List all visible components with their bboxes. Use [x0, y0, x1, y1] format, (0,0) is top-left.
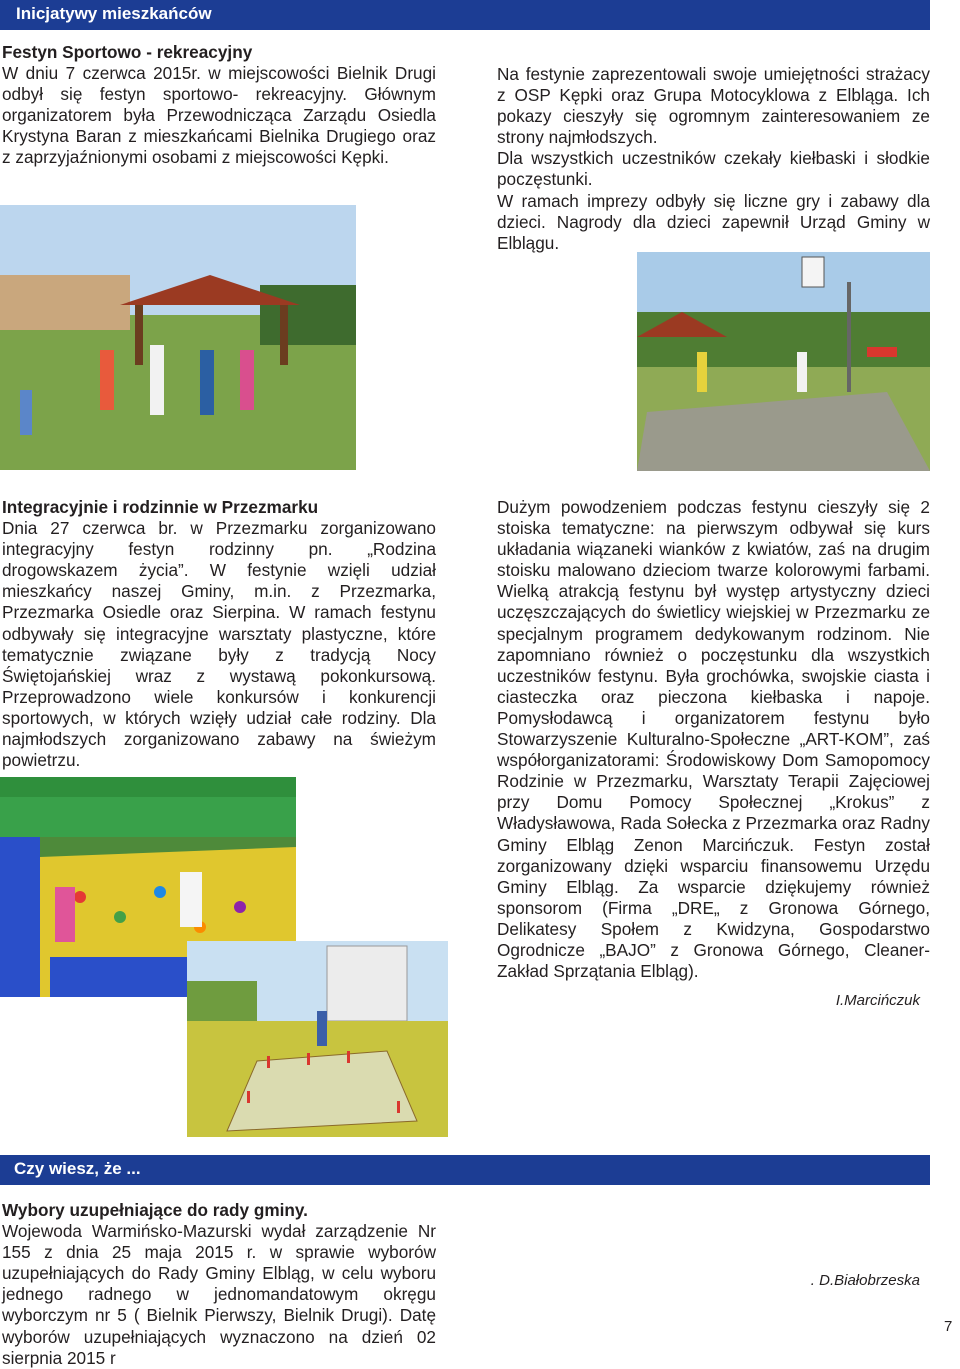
article1-right-column [497, 64, 930, 254]
section2-title: Czy wiesz, że ... [14, 1159, 141, 1178]
article2-left-column [2, 497, 436, 771]
article3-paragraph-1: Wojewoda Warmińsko-Mazurski wydał zarządzenie Nr 155 z dnia 25 maja 2015 r. w sprawie wyborów uzupełniających do Rady Gminy Elbląg, w celu wyboru jednego radnego w jednomandatowym okręgu wyborczym nr 5 ( Bielnik Pierwszy, Bielnik Drugi). Datę wyborów uzupełniających wyznaczono na dzień 02 sierpnia 2015 r [2, 1221, 436, 1368]
article2-signature: I.Marcińczuk [835, 992, 920, 1010]
article3-title: Wybory uzupełniające do rady gminy. [2, 1200, 308, 1220]
article1-title: Festyn Sportowo - rekreacyjny [2, 42, 253, 62]
section2-header-bar [0, 1155, 930, 1185]
article3-right-column [497, 1270, 930, 1291]
page-number: 7 [944, 1318, 953, 1335]
section-header-bar [0, 0, 930, 30]
article1-paragraph-1: W dniu 7 czerwca 2015r. w miejscowości Bielnik Drugi odbył się festyn sportowo- rekreacyjny. Głównym organizatorem była Przewodnicząca Zarządu Osiedla Krystyna Baran z mieszkańcami Bielnika Drugiego oraz z zaprzyjaźnionymi osobami z miejscowości Kępki. [2, 63, 436, 168]
article2-title: Integracyjnie i rodzinnie w Przezmarku [2, 497, 319, 517]
article1-paragraph-3: Dla wszystkich uczestników czekały kiełbaski i słodkie poczęstunki. [497, 148, 930, 190]
article1-paragraph-2: Na festynie zaprezentowali swoje umiejętności strażacy z OSP Kępki oraz Grupa Motocyklowa z Elbląga. Ich pokazy cieszyły się ogromnym zainteresowaniem ze strony najmłodszych. [497, 64, 930, 148]
photo-game-field [187, 941, 448, 1137]
article3-signature: . D.Białobrzeska [810, 1272, 920, 1289]
article1-paragraph-4: W ramach imprezy odbyły się liczne gry i zabawy dla dzieci. Nagrody dla dzieci zapewnił Urząd Gminy w Elblągu. [497, 190, 930, 253]
photo-festival-gazebo [0, 205, 356, 470]
article2-paragraph-1: Dnia 27 czerwca br. w Przezmarku zorganizowano integracyjny festyn rodzinny pn. „Rodzina drogowskazem życia”. W festynie wzięli udział mieszkańcy naszej Gminy, m.in. z Przezmarka, Przezmarka Osiedle oraz Sierpina. W ramach festynu odbywały się integracyjne warsztaty plastyczne, które tematycznie związane były z tradycją Nocy Świętojańskiej wraz z wystawą pokonkursową. Przeprowadzono wiele konkursów i konkurencji sportowych, w których wzięły udział całe rodziny. Dla najmłodszych zorganizowano zabawy na świeżym powietrzu. [2, 518, 436, 771]
article2-paragraph-2: Dużym powodzeniem podczas festynu cieszyły się 2 stoiska tematyczne: na pierwszym odbywał się kurs układania wiązaneki wianków z kwiatów, zaś na drugim stoisku malowano dzieciom twarze kolorowymi farbami. Wielką atrakcją festynu był występ artystyczny dzieci uczęszczających do świetlicy wiejskiej w Przezmarku ze specjalnym programem dedykowanym rodzinom. Nie zapomniano również o poczęstunku dla wszystkich uczestników festynu. Była grochówka, swojskie ciasta i ciasteczka oraz pieczona kiełbaska i napoje. Pomysłodawcą i organizatorem festynu było Stowarzyszenie Kulturalno-Społeczne „ART-KOM”, zaś współorganizatorami: Środowiskowy Dom Samopomocy Rodzinie w Przezmarku, Warsztaty Terapii Zajęciowej przy Domu Pomocy Społecznej „Krokus” z Władysławowa, Rada Sołecka z Przezmarka oraz Radny Gminy Elbląg Zenon Marcińczuk. Festyn został zorganizowany dzięki wsparciu finansowemu Urzędu Gminy Elbląg. Za wsparcie dziękujemy również sponsorom (Firma „DRE„ z Gronowa Górnego, Delikatesy Społem z Kwidzyna, Gospodarstwo Ogrodnicze „BAJO” z Gronowa Górnego, Cleaner- Zakład Sprzątania Elbląg). [497, 497, 930, 982]
article1-left-column [2, 42, 436, 169]
article2-right-column [497, 497, 930, 1011]
article3-left-column [2, 1200, 436, 1369]
photo-basketball-court [637, 252, 930, 471]
section-title: Inicjatywy mieszkańców [16, 4, 212, 23]
